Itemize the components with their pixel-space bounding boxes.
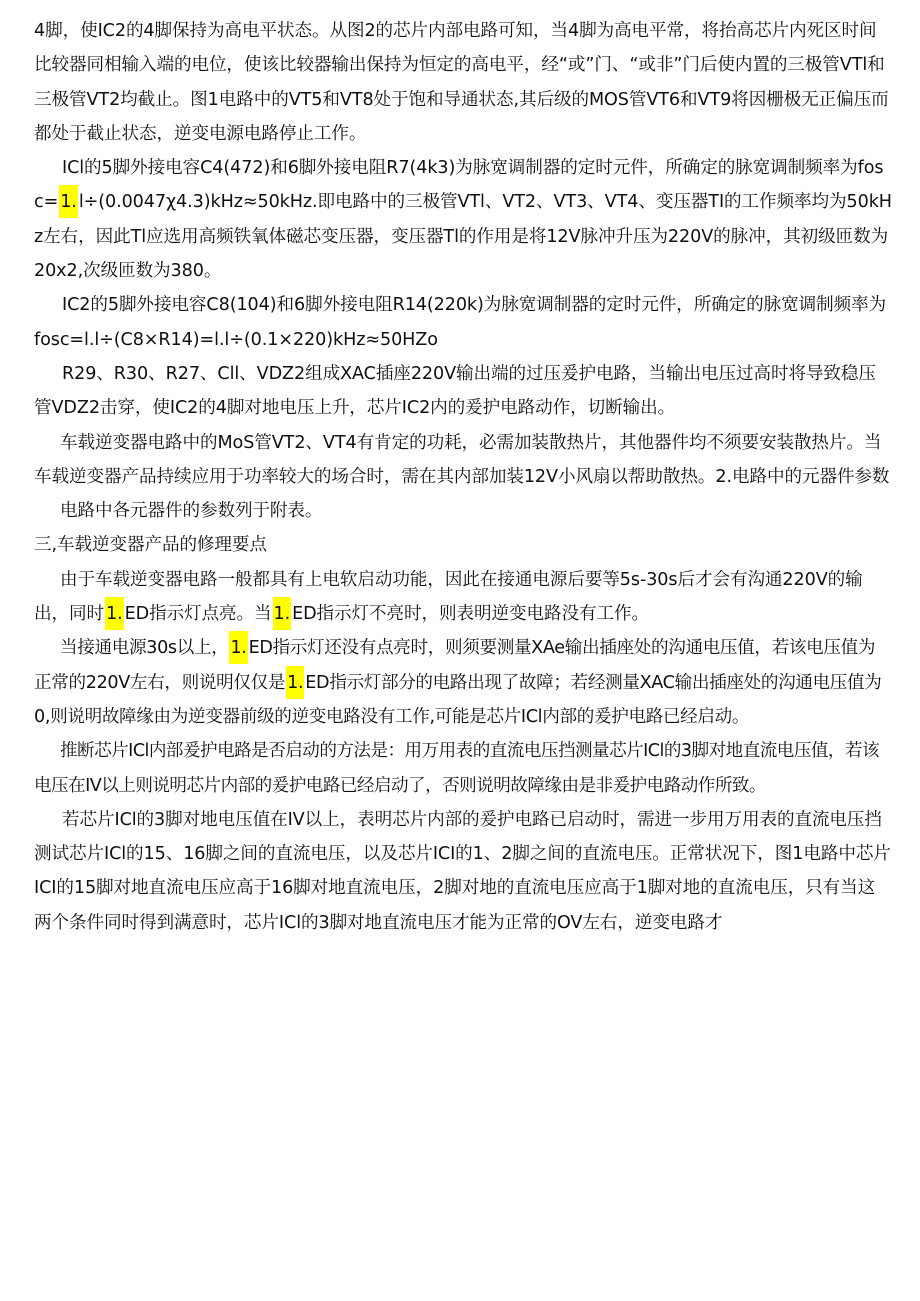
text-span: 电路中各元器件的参数列于附表。	[60, 501, 323, 522]
paragraph-11	[34, 803, 892, 940]
highlighted-text: 1.	[273, 597, 292, 630]
paragraph-8	[34, 563, 892, 632]
section-heading	[34, 528, 892, 562]
paragraph-2	[34, 151, 892, 288]
paragraph-9	[34, 631, 892, 734]
paragraph-1	[34, 14, 892, 151]
text-span: ED指示灯点亮。当	[124, 604, 272, 625]
text-span: IC2的5脚外接电容C8(104)和6脚外接电阻R14(220k)为脉宽调制器的定时元件，所确定的脉宽调制频率为fosc=l.l÷(C8×R14)=l.l÷(0.1×220)kHz≈50HZo	[34, 295, 887, 350]
text-span: 车载逆变器电路中的MoS管VT2、VT4有肯定的功耗，必需加装散热片，其他器件均不须要安装散热片。当车载逆变器产品持续应用于功率较大的场合时，需在其内部加装12V小风扇以帮助散热。2.电路中的元器件参数	[34, 432, 890, 487]
text-span: ED指示灯还没有点亮时，则须要测量XAe输出插座处的沟通电压值，若该电压值为正常的220V左右，则说明仅仅是	[34, 638, 876, 693]
text-span: ICl的5脚外接电容C4(472)和6脚外接电阻R7(4k3)为脉宽调制器的定时元件，所确定的脉宽调制频率为fosc=	[34, 158, 884, 213]
text-span: 当接通电源30s以上，	[60, 638, 229, 659]
paragraph-5	[34, 426, 892, 495]
heading-text: 三,车载逆变器产品的修理要点	[34, 535, 267, 556]
text-span: 推断芯片ICl内部爰护电路是否启动的方法是：用万用表的直流电压挡测量芯片ICl的3脚对地直流电压值，若该电压在IV以上则说明芯片内部的爰护电路已经启动了，否则说明故障缘由是非爰护电路动作所致。	[34, 741, 880, 796]
highlighted-text: 1.	[229, 631, 247, 664]
text-span: 若芯片ICl的3脚对地电压值在IV以上，表明芯片内部的爰护电路已启动时，需进一步用万用表的直流电压挡测试芯片ICl的15、16脚之间的直流电压，以及芯片ICI的1、2脚之间的直流电压。正常状况下，图1电路中芯片ICI的15脚对地直流电压应高于16脚对地直流电压，2脚对地的直流电压应高于1脚对地的直流电压，只有当这两个条件同时得到满意时，芯片ICl的3脚对地直流电压才能为正常的OV左右，逆变电路才	[34, 809, 891, 933]
highlighted-text: 1.	[105, 597, 124, 630]
highlighted-text: 1.	[59, 185, 78, 218]
highlighted-text: 1.	[286, 666, 304, 699]
text-span: 由于车载逆变器电路一般都具有上电软启动功能，因此在接通电源后要等5s-30s后才会有沟通220V的输出，同时	[34, 569, 863, 625]
paragraph-4	[34, 357, 892, 426]
paragraph-6	[34, 494, 892, 528]
paragraph-3	[34, 288, 892, 357]
text-span: 4脚，使IC2的4脚保持为高电平状态。从图2的芯片内部电路可知，当4脚为高电平常，将抬高芯片内死区时间比较器同相输入端的电位，使该比较器输出保持为恒定的高电平，经“或”门、“或非”门后使内置的三极管VTl和三极管VT2均截止。图1电路中的VT5和VT8处于饱和导通状态,其后级的MOS管VT6和VT9将因栅极无正偏压而都处于截止状态，逆变电源电路停止工作。	[34, 21, 889, 144]
text-span: ED指示灯不亮时，则表明逆变电路没有工作。	[292, 604, 649, 625]
paragraph-10	[34, 734, 892, 803]
text-span: l÷(0.0047χ4.3)kHz≈50kHz.即电路中的三极管VTl、VT2、VT3、VT4、变压器TI的工作频率均为50kHz左右，因此Tl应选用高频铁氧体磁芯变压器，变压器Tl的作用是将12V脉冲升压为220V的脉冲，其初级匝数为20x2,次级匝数为380。	[34, 192, 892, 282]
text-span: R29、R30、R27、Cll、VDZ2组成XAC插座220V输出端的过压爰护电路，当输出电压过高时将导致稳压管VDZ2击穿，使IC2的4脚对地电压上升，芯片IC2内的爰护电路动作，切断输出。	[34, 363, 876, 419]
text-span: ED指示灯部分的电路出现了故障；若经测量XAC输出插座处的沟通电压值为0,则说明故障缘由为逆变器前级的逆变电路没有工作,可能是芯片ICl内部的爰护电路已经启动。	[34, 672, 882, 727]
